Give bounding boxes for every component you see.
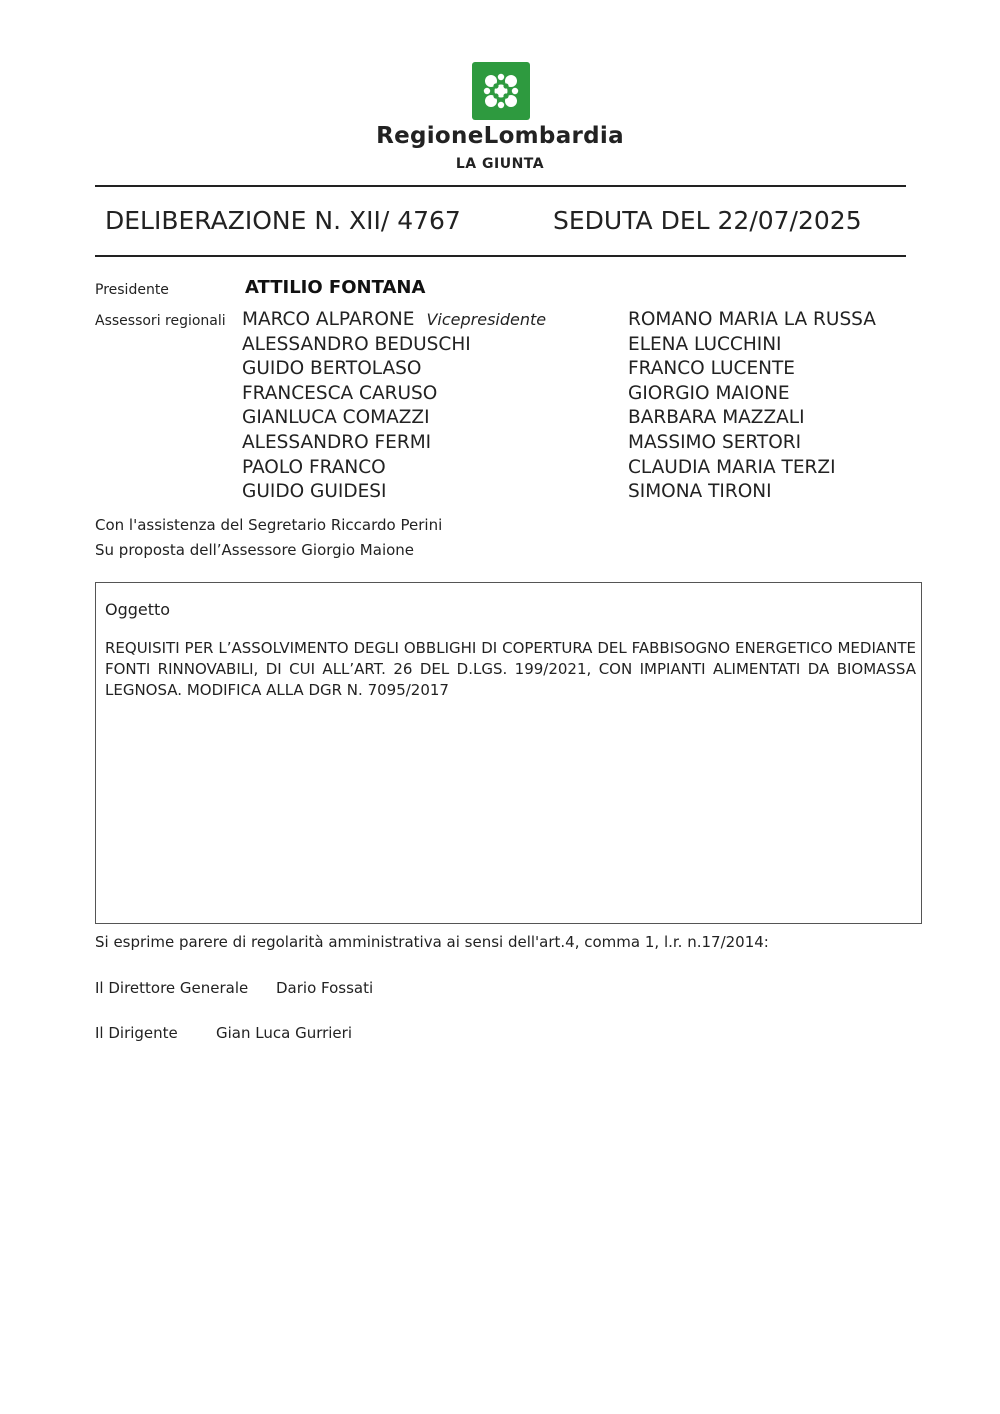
president-label: Presidente [95,282,169,298]
assessor-item: GUIDO BERTOLASO [242,358,422,380]
title-divider [95,255,906,257]
dirigente-label: Il Dirigente [95,1024,178,1042]
brand-regione: Regione [376,123,484,149]
assessor-item: SIMONA TIRONI [628,481,772,503]
assessor-item: ELENA LUCCHINI [628,333,782,355]
deliberazione-number: DELIBERAZIONE N. XII/ 4767 [105,206,461,235]
assessor-item: PAOLO FRANCO [242,456,386,478]
assessor-item: GIORGIO MAIONE [628,382,790,404]
assessor-item: MASSIMO SERTORI [628,431,802,453]
assessors-left-column [242,308,602,505]
brand-wordmark [0,123,1000,149]
top-divider [95,185,906,187]
oggetto-box [95,582,922,924]
assessor-item: BARBARA MAZZALI [628,407,805,429]
dirigente-name: Gian Luca Gurrieri [216,1024,352,1042]
brand-subtitle: LA GIUNTA [455,156,545,172]
vicepresident-label: Vicepresidente [426,310,547,329]
assessor-item: ROMANO MARIA LA RUSSA [628,309,876,330]
assessor-item: GUIDO GUIDESI [242,481,387,503]
assessor-item: FRANCESCA CARUSO [242,382,438,404]
assessor-item: FRANCO LUCENTE [628,358,795,380]
oggetto-text: REQUISITI PER L’ASSOLVIMENTO DEGLI OBBLIGHI DI COPERTURA DEL FABBISOGNO ENERGETICO MEDIANTE FONTI RINNOVABILI, DI CUI ALL’ART. 26 DEL D.LGS. 199/2021, CON IMPIANTI ALIMENTATI DA BIOMASSA LEGNOSA. MODIFICA ALLA DGR N. 7095/2017 [105,639,916,699]
assessor-item: ALESSANDRO BEDUSCHI [242,333,471,355]
assistance-line: Con l'assistenza del Segretario Riccardo Perini [95,516,443,534]
regione-lombardia-logo-icon [472,62,530,120]
parere-line: Si esprime parere di regolarità amministrativa ai sensi dell'art.4, comma 1, l.r. n.17/2014: [95,933,769,951]
assessor-item [242,308,602,333]
assessors-right-column [628,308,988,505]
assessors-label: Assessori regionali [95,313,226,329]
president-name: ATTILIO FONTANA [245,277,426,298]
brand-lombardia: Lombardia [483,123,624,149]
assessor-name: MARCO ALPARONE [242,309,415,330]
assessor-item: GIANLUCA COMAZZI [242,407,430,429]
direttore-name: Dario Fossati [276,979,374,997]
direttore-label: Il Direttore Generale [95,979,249,997]
seduta-date: SEDUTA DEL 22/07/2025 [553,206,862,235]
proposal-line: Su proposta dell’Assessore Giorgio Maione [95,541,415,559]
assessor-item: CLAUDIA MARIA TERZI [628,456,836,478]
assessor-item: ALESSANDRO FERMI [242,431,432,453]
oggetto-label: Oggetto [105,600,171,619]
